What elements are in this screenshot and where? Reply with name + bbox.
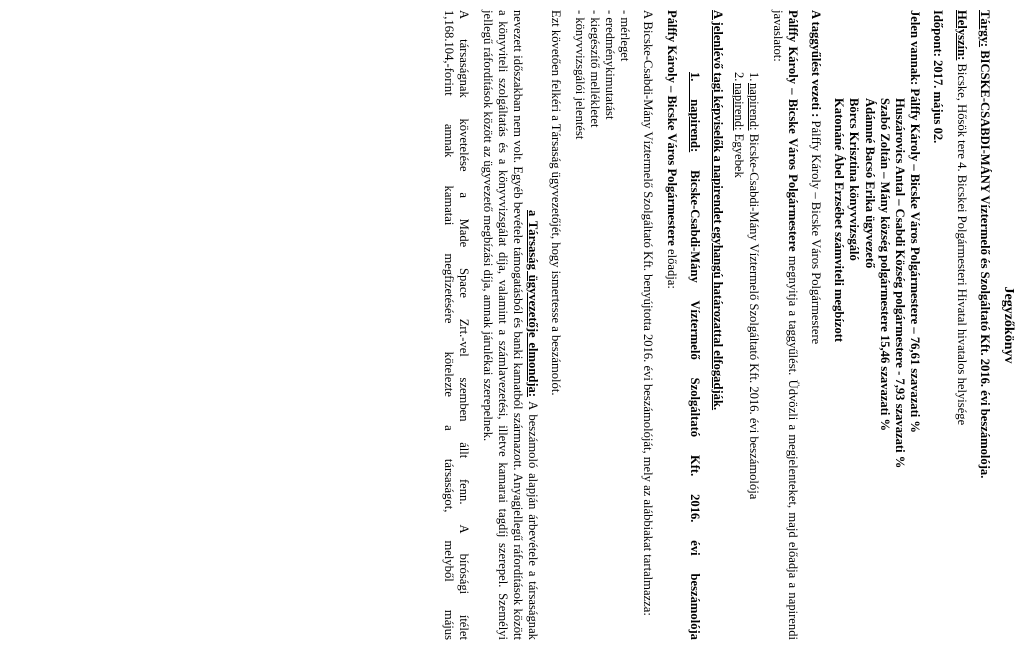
document-title: Jegyzőkönyv (1001, 286, 1016, 364)
date-line (930, 10, 945, 640)
presenter-name: Pálffy Károly – Bicske Város Polgármestere (664, 10, 679, 246)
present-attendee: Huszárovics Antal – Csabdi Község polgármestere - 7,93 szavazati % (892, 98, 907, 469)
location-label: Helyszín: (954, 10, 969, 61)
agenda-accepted: A jelenlévő tagi képviselők a napirendet egyhangú határozattal elfogadják. (710, 10, 725, 411)
present-attendee: Börcs Krisztina könyvvizsgáló (847, 98, 862, 261)
chair-label: A taggyűlést vezeti : (808, 10, 823, 118)
presenter-line (663, 10, 678, 640)
opening-paragraph (769, 10, 799, 640)
ceo-paragraph (479, 10, 540, 640)
item1-heading (687, 10, 702, 640)
ceo-text: A beszámoló alapján árbevétele a társaságnak nevezett időszakban nem volt. Egyéb bevétele támogatásból és banki kamatból származott. Anyagjellegű ráfordítások között a könyviteli szolgáltatás és a könyvvizsgálat díja, valamint a számlavezetési, illetve kamarai tagdíj szerepel. Személyi jellegű ráfordítások között az ügyvezető megbízási díja, amnak járulékai szerepelnek. (480, 10, 541, 640)
agenda-text: Egyebek (732, 133, 747, 178)
report-item: - könyvvizsgálói jelentést (572, 10, 587, 140)
after-items-text: Ezt követően felkéri a Társaság ügyvezetőjét, hogy ismertesse a beszámolót. (549, 10, 564, 396)
report-paragraph: A Bicske-Csabdi-Mány Víztermelő Szolgáltató Kft. benyújtotta 2016. évi beszámolóját, mely az alábbiakat tartalmazza: (641, 10, 656, 616)
subject-label: Tárgy: (977, 10, 992, 48)
agenda-label: napirend: (747, 83, 762, 131)
agenda-item (746, 72, 761, 640)
claim-line: A társaságnak követelése a Made Space Zrt.-vel szemben állt fenn. A bírósági ítélet (457, 10, 472, 640)
present-attendee: Ádámné Bacsó Erika ügyvezető (862, 98, 877, 269)
opening-speaker: Pálffy Károly – Bicske Város Polgármestere (785, 10, 800, 252)
agenda-number: 1. (747, 72, 762, 82)
subject-line (977, 10, 992, 640)
present-first: Pálffy Károly – Bicske Város Polgármestere – 76,61 szavazati % (908, 88, 923, 434)
agenda-number: 2. (732, 72, 747, 82)
present-block (831, 10, 922, 640)
item1-label: 1. napirend: (687, 72, 702, 153)
location-line (953, 10, 968, 640)
date-label: Időpont: (931, 10, 946, 57)
present-label: Jelen vannak: (908, 10, 923, 86)
report-item: - mérleget (618, 10, 633, 62)
opening-text: megnyitja a taggyűlést. Üdvözli a megjelenteket, majd előadja a napirendi javaslatot: (770, 10, 800, 640)
item1-text: Bicske-Csabdi-Mány Víztermelő Szolgáltató Kft. 2016. évi beszámolója (687, 170, 702, 640)
present-attendee: Katonáné Ábel Erzsébet számviteli megbízott (832, 98, 847, 343)
location-text: Bicske, Hősök tere 4. Bicskei Polgármesteri Hivatal hivatalos helyisége (954, 63, 969, 426)
agenda-label: napirend: (732, 83, 747, 131)
report-item: - eredménykimutatást (602, 10, 617, 120)
ceo-heading: a Társaság ügyvezetője elmondja: (526, 210, 541, 398)
subject-text: BICSKE-CSABDI-MÁNY Víztermelő és Szolgáltató Kft. 2016. évi beszámolója. (977, 50, 992, 479)
chair-text: Pálffy Károly – Bicske Város Polgármestere (808, 120, 823, 345)
present-first-line (907, 10, 922, 640)
claim-line: 1,168.104,-forint amnak kamatai megfizetésére kötelezte a társaságot, melyből május (442, 10, 457, 640)
agenda-item (731, 72, 746, 640)
present-attendee: Szabó Zoltán – Mány község polgármestere 15,46 szavazati % (877, 98, 892, 432)
date-text: 2017. május 02. (931, 60, 946, 144)
report-items (571, 10, 632, 640)
report-item: - kiegészítő mellékletet (587, 10, 602, 128)
agenda-list (731, 10, 761, 640)
chair-line (808, 10, 823, 640)
claim-paragraph (441, 10, 471, 640)
presenter-suffix: előadja: (664, 249, 679, 289)
agenda-text: Bicske-Csabdi-Mány Víztermelő Szolgáltató Kft. 2016. évi beszámolója (747, 133, 762, 500)
